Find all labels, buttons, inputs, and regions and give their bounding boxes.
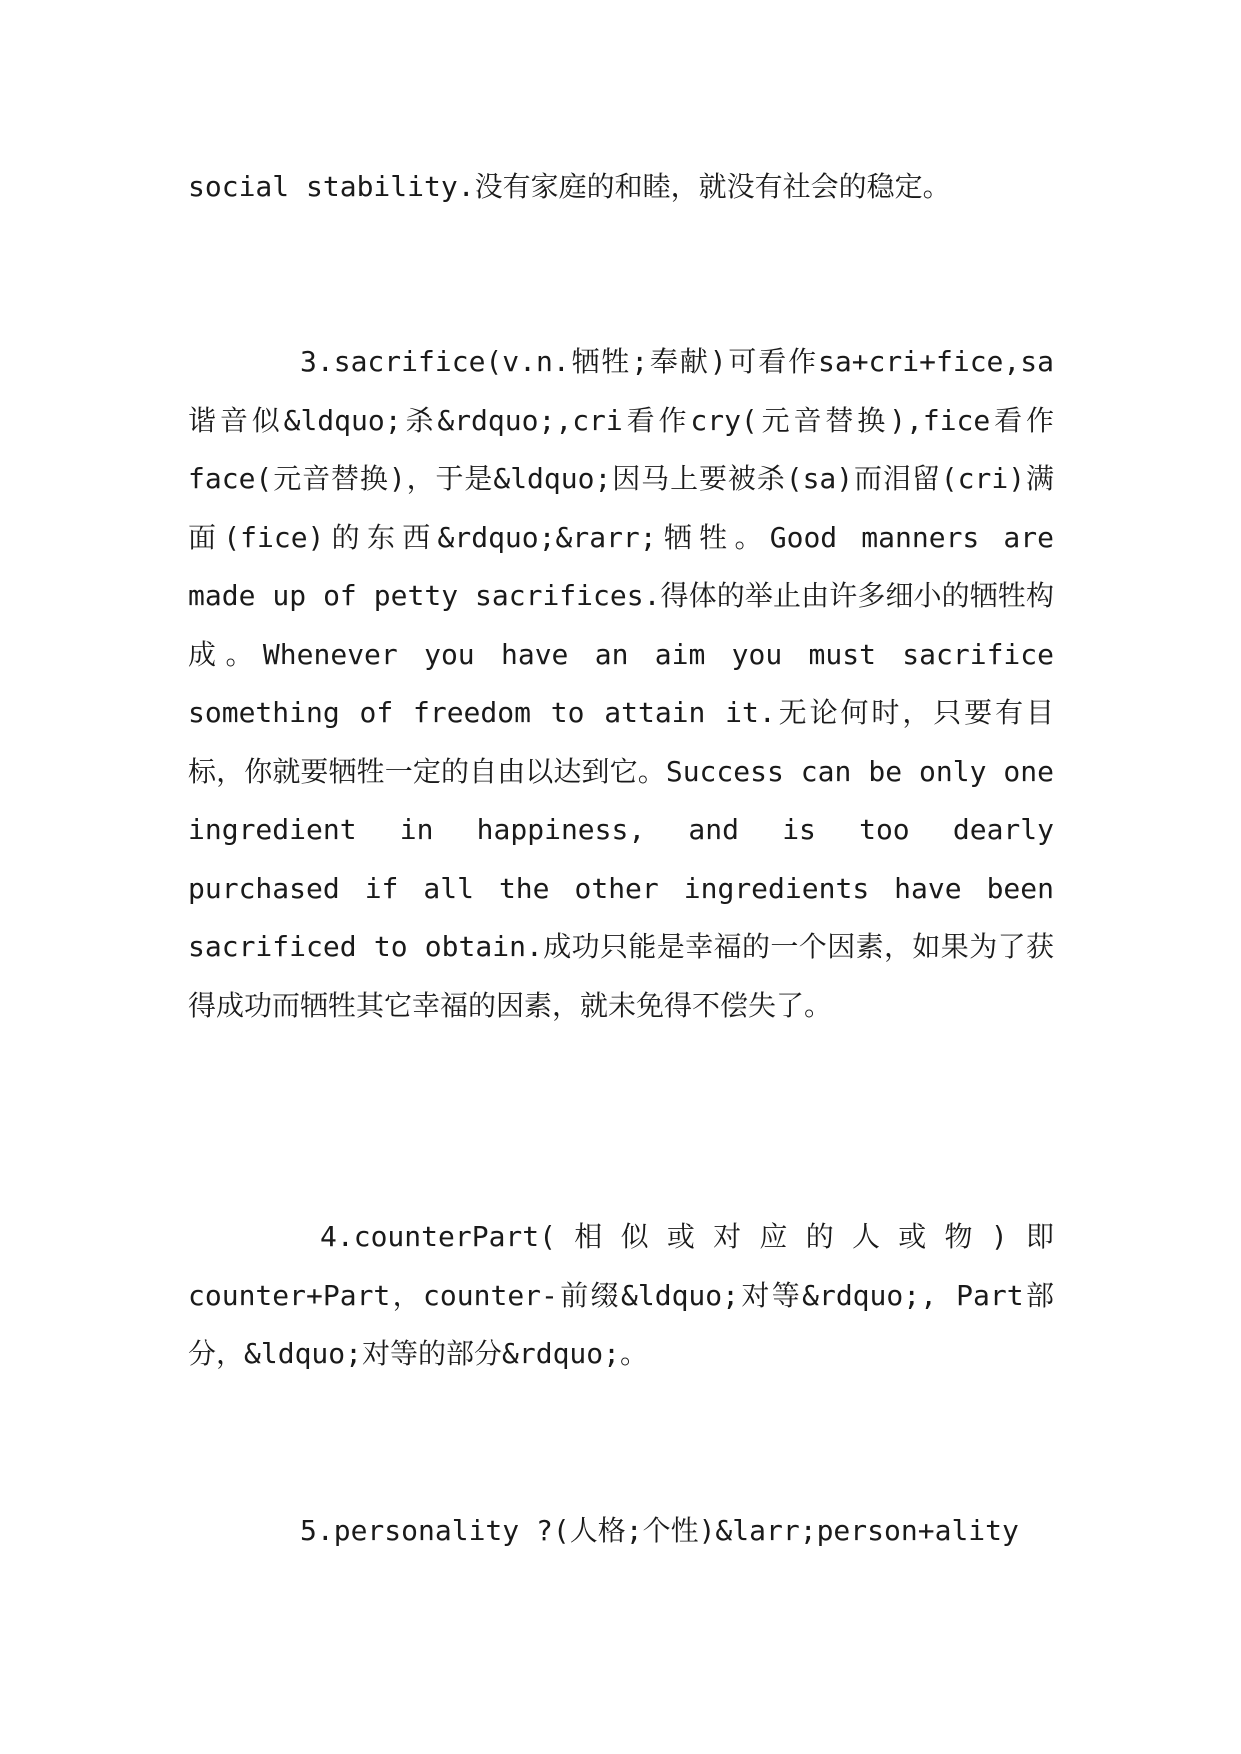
paragraph-personality: 5.personality ?(人格;个性)&larr;person+ality — [300, 1514, 1019, 1547]
paragraph-social-stability: social stability.没有家庭的和睦，就没有社会的稳定。 — [188, 170, 951, 203]
paragraph-counterpart: 4.counterPart(相似或对应的人或物)即counter+Part，counter-前缀&ldquo;对等&rdquo;, Part部分，&ldquo;对等的部分&rdquo;。 — [188, 1220, 1054, 1370]
paragraph-sacrifice: 3.sacrifice(v.n.牺牲;奉献)可看作sa+cri+fice,sa谐音似&ldquo;杀&rdquo;,cri看作cry(元音替换),fice看作face(元音替换)，于是&ldquo;因马上要被杀(sa)而泪留(cri)满面(fice)的东西&rdquo;&rarr;牺牲。Good manners are made up of petty sacrifices.得体的举止由许多细小的牺牲构成。Whenever you have an aim you must sacrifice something of freedom to attain it.无论何时，只要有目标，你就要牺牲一定的自由以达到它。Success can be only one ingredient in happiness, and is too dearly purchased if all the other ingredients have been sacrificed to obtain.成功只能是幸福的一个因素，如果为了获得成功而牺牲其它幸福的因素，就未免得不偿失了。 — [188, 345, 1054, 1022]
